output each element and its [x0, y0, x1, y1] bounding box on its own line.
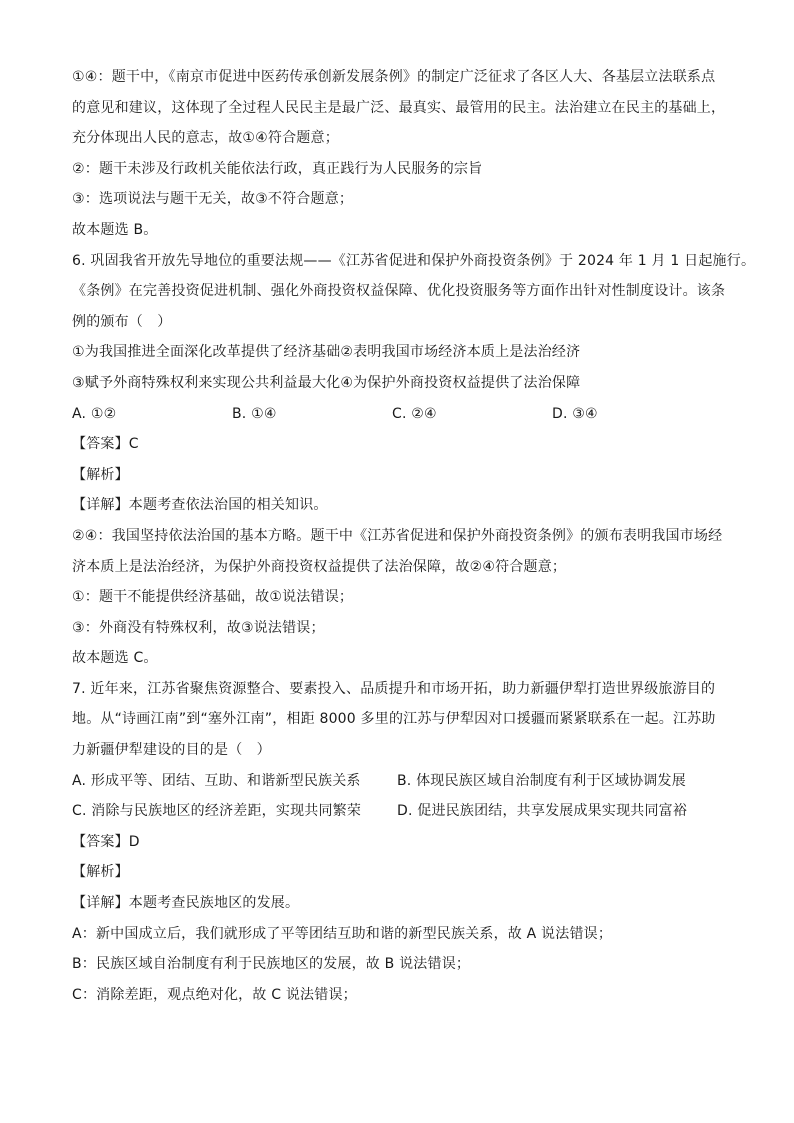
- q7-option-a: A. 形成平等、团结、互助、和谐新型民族关系: [72, 772, 361, 789]
- q7-stem-line: 地。从“诗画江南”到“塞外江南”，相距 8000 多里的江苏与伊犁因对口援疆而紧紧联系在一起。江苏助: [72, 711, 716, 728]
- q6-stem-line: 《条例》在完善投资促进机制、强化外商投资权益保障、优化投资服务等方面作出针对性制度设计。该条: [72, 283, 726, 300]
- q6-statements-line: ①为我国推进全面深化改革提供了经济基础②表明我国市场经济本质上是法治经济: [72, 344, 581, 361]
- q6-explanation-line: ②④：我国坚持依法治国的基本方略。题干中《江苏省促进和保护外商投资条例》的颁布表明我国市场经: [72, 527, 723, 544]
- q6-answer: 【答案】C: [72, 436, 139, 453]
- q7-answer: 【答案】D: [72, 833, 140, 850]
- prev-conclusion: 故本题选 B。: [72, 221, 158, 238]
- prev-explanation-line: ①④：题干中，《南京市促进中医药传承创新发展条例》的制定广泛征求了各区人大、各基层立法联系点: [72, 69, 716, 85]
- q6-stem-line: 例的颁布（ ）: [72, 313, 172, 330]
- q7-detail: 【详解】本题考查民族地区的发展。: [72, 895, 300, 912]
- q6-conclusion: 故本题选 C。: [72, 650, 158, 667]
- q7-explanation-line: C：消除差距，观点绝对化，故 C 说法错误；: [72, 986, 357, 1003]
- prev-explanation-line: ③：选项说法与题干无关，故③不符合题意；: [72, 191, 354, 208]
- q6-option-b: B. ①④: [232, 405, 277, 422]
- q6-explanation-line: 济本质上是法治经济，为保护外商投资权益提供了法治保障，故②④符合题意；: [72, 558, 567, 575]
- q6-explanation-line: ③：外商没有特殊权利，故③说法错误；: [72, 619, 325, 636]
- q7-explanation-line: A：新中国成立后，我们就形成了平等团结互助和谐的新型民族关系，故 A 说法错误；: [72, 925, 613, 942]
- prev-explanation-line: 充分体现出人民的意志，故①④符合题意；: [72, 130, 339, 147]
- q6-options: [72, 399, 732, 430]
- q6-analysis-label: 【解析】: [72, 466, 129, 483]
- q7-analysis-label: 【解析】: [72, 864, 129, 881]
- q7-options-row: [72, 766, 732, 797]
- q6-option-d: D. ③④: [552, 405, 598, 422]
- prev-explanation-line: ②：题干未涉及行政机关能依法行政，真正践行为人民服务的宗旨: [72, 160, 483, 177]
- q7-option-d: D. 促进民族团结，共享发展成果实现共同富裕: [397, 803, 688, 820]
- q7-option-c: C. 消除与民族地区的经济差距，实现共同繁荣: [72, 803, 362, 820]
- prev-explanation-line: 的意见和建议，这体现了全过程人民民主是最广泛、最真实、最管用的民主。法治建立在民主的基础上，: [72, 99, 726, 116]
- q7-options-row: [72, 796, 732, 827]
- q6-option-c: C. ②④: [392, 405, 437, 422]
- q7-stem-line: 力新疆伊犁建设的目的是（ ）: [72, 742, 271, 759]
- q6-detail: 【详解】本题考查依法治国的相关知识。: [72, 497, 328, 514]
- q6-explanation-line: ①：题干不能提供经济基础，故①说法错误；: [72, 589, 354, 606]
- document-page: [72, 62, 756, 1010]
- q6-stem-line: 6. 巩固我省开放先导地位的重要法规——《江苏省促进和保护外商投资条例》于 2024 年 1 月 1 日起施行。: [72, 252, 756, 269]
- q6-option-a: A. ①②: [72, 405, 117, 422]
- q6-statements-line: ③赋予外商特殊权利来实现公共利益最大化④为保护外商投资权益提供了法治保障: [72, 374, 581, 391]
- q7-explanation-line: B：民族区域自治制度有利于民族地区的发展，故 B 说法错误；: [72, 956, 471, 973]
- q7-stem-line: 7. 近年来，江苏省聚焦资源整合、要素投入、品质提升和市场开拓，助力新疆伊犁打造世界级旅游目的: [72, 680, 716, 697]
- q7-option-b: B. 体现民族区域自治制度有利于区域协调发展: [397, 772, 686, 789]
